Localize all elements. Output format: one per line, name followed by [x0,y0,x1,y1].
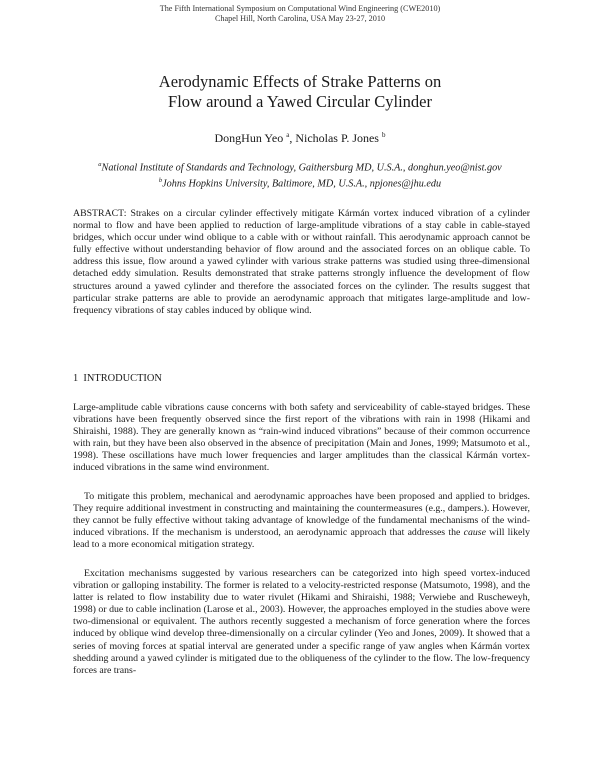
conference-header [0,4,600,23]
author-separator: , [289,131,296,145]
affiliation-mark: a [98,161,102,168]
affiliation-mark: b [158,177,163,185]
paragraph-text: To mitigate this problem, mechanical and aerodynamic approaches have been proposed and applied to bridges. They require additional investment in constructing and maintaining the countermeasures (e.g., dampers.). However, they cannot be fully effective without taking advantage of knowledge of the fundamental mechanisms of the wind-induced vibrations. If the mechanism is understood, an aerodynamic approach that addresses the [73,491,530,539]
paper-title [0,72,600,112]
conference-name: The Fifth International Symposium on Computational Wind Engineering (CWE2010) [159,4,441,13]
author-name: Nicholas P. Jones [295,131,379,145]
abstract-label: ABSTRACT [73,208,124,219]
section-title: INTRODUCTION [83,373,162,384]
section-heading [73,373,162,385]
affiliation-a [0,158,600,174]
affiliation-text: Johns Hopkins University, Baltimore, MD, U.S.A., npjones@jhu.edu [162,178,442,190]
affiliation-b [0,174,600,190]
section-number: 1 [73,373,79,384]
abstract-text: : Strakes on a circular cylinder effectively mitigate Kármán vortex induced vibration of a cylinder normal to flow and have been applied to reduction of large-amplitude vibrations of a stay cable in cable-stayed bridges, which occur under wind oblique to a cable with or without rainfall. This aerodynamic approach cannot be fully effective without understanding behavior of flow around and the associated forces on an oblique cable. To address this issue, flow around a yawed cylinder with various strake patterns was studied using three-dimensional detached eddy simulation. Results demonstrated that strake patterns strongly influence the development of flow structures around a yawed cylinder and therefore the associated forces on the cylinder. The results suggest that particular strake patterns are able to provide an aerodynamic approach that mitigates large-amplitude and low-frequency vibrations of stay cables induced by oblique wind. [73,208,530,316]
title-line-1: Aerodynamic Effects of Strake Patterns on [158,72,442,91]
abstract [73,208,530,317]
author-name: DongHun Yeo [214,131,284,145]
affiliations [0,158,600,191]
conference-location-date: Chapel Hill, North Carolina, USA May 23-27, 2010 [214,13,386,23]
title-line-2: Flow around a Yawed Circular Cylinder [168,92,432,111]
paragraph-emphasis: cause [463,527,486,539]
affiliation-mark: a [286,131,290,139]
paragraph: Excitation mechanisms suggested by various researchers can be categorized into high speed vortex-induced vibration or galloping instability. The former is related to a velocity-restricted response (Matsumoto, 1998), and the latter is related to flow instability due to water rivulet (Hikami and Shiraishi, 1988; Verwiebe and Ruscheweyh, 1998) or due to cable inclination (Larose et al., 2003). However, the approaches employed in the studies above were two-dimensional or equivalent. The authors recently suggested a mechanism of force generation where the forces induced by oblique wind develop three-dimensionally on a circular cylinder (Yeo and Jones, 2009). It showed that a series of moving forces at spatial interval are generated under a specific range of yaw angles when Kármán vortex shedding around a yawed cylinder is mitigated due to the obliqueness of the cylinder to the flow. The low-frequency forces are trans- [73,568,530,676]
paragraph [73,491,530,551]
author-list [0,128,600,145]
affiliation-text: National Institute of Standards and Technology, Gaithersburg MD, U.S.A., donghun.yeo@nist.gov [101,162,502,174]
paragraph-text: will likely lead to a more economical mitigation strategy. [73,527,530,551]
paragraph: Large-amplitude cable vibrations cause concerns with both safety and serviceability of cable-stayed bridges. These vibrations have been frequently observed since the first report of the vibrations with rain in 1998 (Hikami and Shiraishi, 1988). They are generally known as “rain-wind induced vibrations” because of their common occurrence with rain, but they have been also observed in the absence of precipitation (Main and Jones, 1999; Matsumoto et al., 1998). These oscillations have much lower frequencies and larger amplitudes than the classical Kármán vortex-induced vibrations in the same wind environment. [73,402,530,474]
affiliation-mark: b [381,131,386,139]
